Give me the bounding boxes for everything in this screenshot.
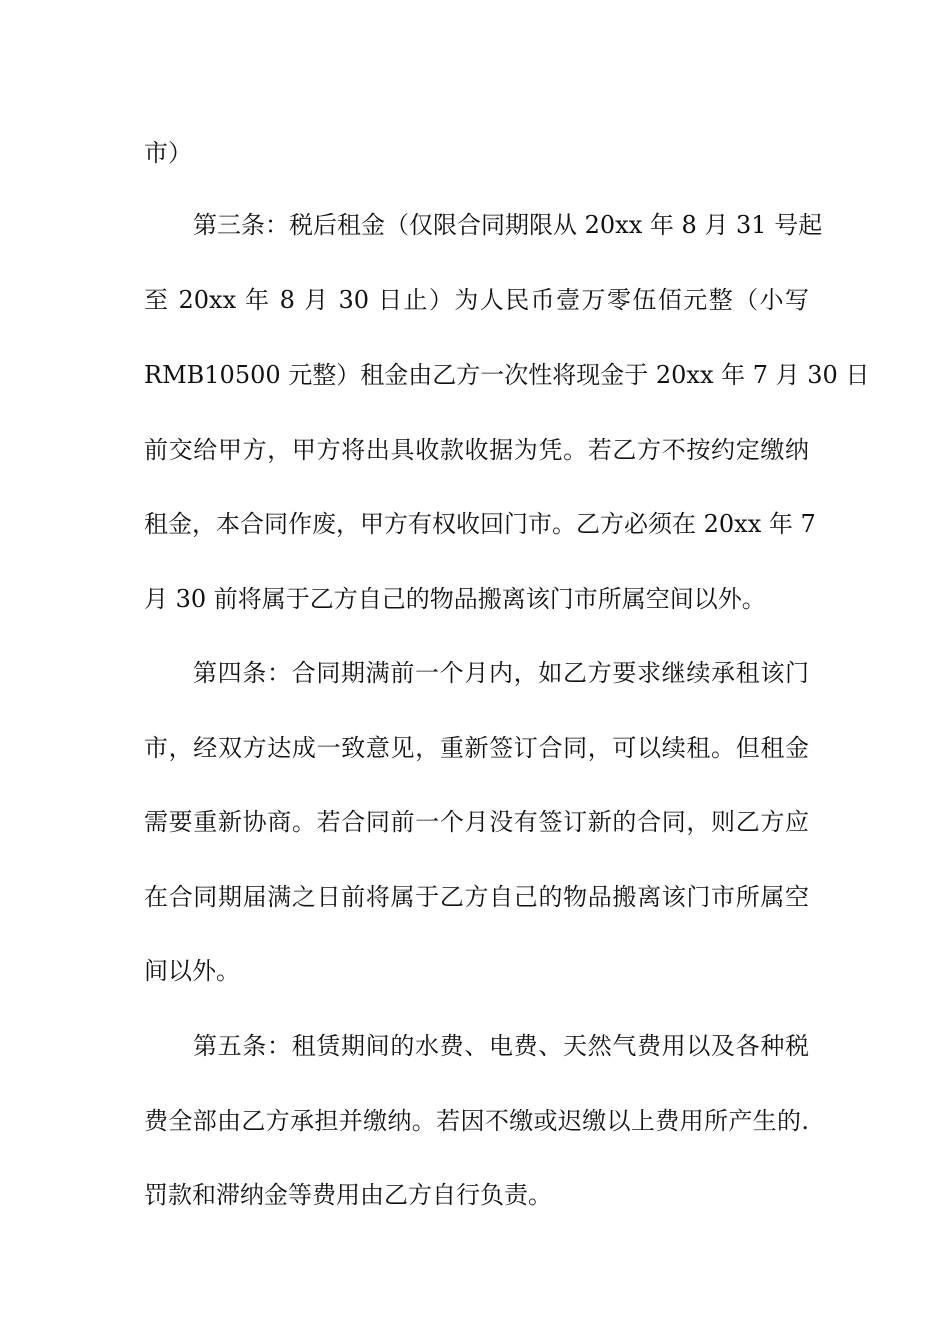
text-line: 月 30 前将属于乙方自己的物品搬离该门市所属空间以外。 bbox=[144, 585, 766, 613]
text-line: 费全部由乙方承担并缴纳。若因不缴或迟缴以上费用所产生的. bbox=[144, 1107, 809, 1135]
text-line: 间以外。 bbox=[144, 957, 240, 985]
text-line: 罚款和滞纳金等费用由乙方自行负责。 bbox=[144, 1181, 552, 1209]
text-line: 租金，本合同作废，甲方有权收回门市。乙方必须在 20xx 年 7 bbox=[144, 510, 816, 538]
article-3-heading-line: 第三条：税后租金（仅限合同期限从 20xx 年 8 月 31 号起 bbox=[193, 211, 823, 239]
article-5-heading-line: 第五条：租赁期间的水费、电费、天然气费用以及各种税 bbox=[193, 1032, 809, 1060]
text-line: 市，经双方达成一致意见，重新签订合同，可以续租。但租金 bbox=[144, 734, 809, 762]
text-line: 市） bbox=[144, 139, 192, 167]
text-line: 前交给甲方，甲方将出具收款收据为凭。若乙方不按约定缴纳 bbox=[144, 436, 809, 464]
text-line: RMB10500 元整）租金由乙方一次性将现金于 20xx 年 7 月 30 日 bbox=[144, 361, 870, 389]
article-4-heading-line: 第四条：合同期满前一个月内，如乙方要求继续承租该门 bbox=[193, 659, 809, 687]
text-line: 在合同期届满之日前将属于乙方自己的物品搬离该门市所属空 bbox=[144, 883, 809, 911]
text-line: 需要重新协商。若合同前一个月没有签订新的合同，则乙方应 bbox=[144, 808, 809, 836]
text-line: 至 20xx 年 8 月 30 日止）为人民币壹万零伍佰元整（小写 bbox=[144, 286, 809, 314]
